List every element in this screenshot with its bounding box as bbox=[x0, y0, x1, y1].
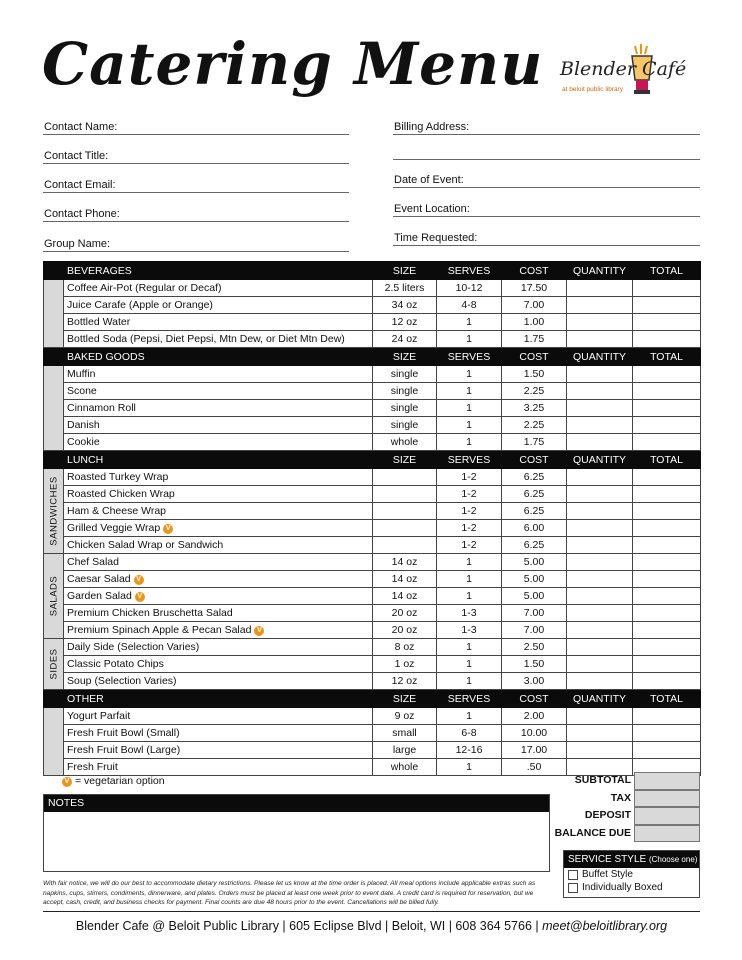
quantity-field[interactable] bbox=[567, 588, 633, 605]
item-serves: 1 bbox=[437, 417, 502, 434]
total-field[interactable] bbox=[633, 554, 701, 571]
quantity-field[interactable] bbox=[567, 520, 633, 537]
item-name: Coffee Air-Pot (Regular or Decaf) bbox=[67, 282, 222, 294]
table-row bbox=[44, 366, 701, 383]
group-side-cell bbox=[44, 708, 64, 776]
item-name-cell bbox=[64, 639, 373, 656]
group-side-cell bbox=[44, 469, 64, 554]
table-row bbox=[44, 280, 701, 297]
item-size: 24 oz bbox=[373, 331, 437, 348]
table-row bbox=[44, 331, 701, 348]
totals-block bbox=[552, 772, 700, 842]
item-size: single bbox=[373, 366, 437, 383]
quantity-field[interactable] bbox=[567, 434, 633, 451]
item-cost: 2.25 bbox=[502, 383, 567, 400]
item-size: 2.5 liters bbox=[373, 280, 437, 297]
column-header: QUANTITY bbox=[567, 451, 633, 469]
total-field[interactable] bbox=[633, 708, 701, 725]
item-serves: 1-3 bbox=[437, 622, 502, 639]
quantity-field[interactable] bbox=[567, 725, 633, 742]
item-cost: 17.50 bbox=[502, 280, 567, 297]
quantity-field[interactable] bbox=[567, 639, 633, 656]
quantity-field[interactable] bbox=[567, 400, 633, 417]
item-name: Daily Side (Selection Varies) bbox=[67, 641, 200, 653]
item-name-cell bbox=[64, 742, 373, 759]
column-header: TOTAL bbox=[633, 262, 701, 280]
quantity-field[interactable] bbox=[567, 622, 633, 639]
column-header: TOTAL bbox=[633, 348, 701, 366]
item-name-cell bbox=[64, 571, 373, 588]
balance-due-row: BALANCE DUE bbox=[552, 825, 700, 843]
item-cost: 7.00 bbox=[502, 605, 567, 622]
item-serves: 1 bbox=[437, 554, 502, 571]
item-cost: 5.00 bbox=[502, 571, 567, 588]
item-name-cell bbox=[64, 605, 373, 622]
group-side-cell bbox=[44, 366, 64, 451]
group-name-field[interactable]: Group Name: bbox=[43, 238, 349, 252]
item-serves: 1 bbox=[437, 400, 502, 417]
quantity-field[interactable] bbox=[567, 486, 633, 503]
quantity-field[interactable] bbox=[567, 280, 633, 297]
table-row bbox=[44, 486, 701, 503]
item-serves: 12-16 bbox=[437, 742, 502, 759]
item-name: Fresh Fruit bbox=[67, 761, 118, 773]
item-cost: 1.75 bbox=[502, 331, 567, 348]
contact-title-field[interactable]: Contact Title: bbox=[43, 150, 349, 164]
item-size: large bbox=[373, 742, 437, 759]
item-name: Ham & Cheese Wrap bbox=[67, 505, 167, 517]
quantity-field[interactable] bbox=[567, 742, 633, 759]
table-row bbox=[44, 537, 701, 554]
item-name: Bottled Soda (Pepsi, Diet Pepsi, Mtn Dew, or Diet Mtn Dew) bbox=[67, 333, 345, 345]
item-name-cell bbox=[64, 331, 373, 348]
footer: Blender Cafe @ Beloit Public Library | 605 Eclipse Blvd | Beloit, WI | 608 364 5766 | meet@beloitlibrary.org bbox=[75, 919, 668, 933]
buffet-style-option[interactable]: Buffet Style bbox=[564, 868, 699, 881]
item-name: Chef Salad bbox=[67, 556, 119, 568]
item-size: whole bbox=[373, 759, 437, 776]
item-name-cell bbox=[64, 520, 373, 537]
group-side-cell bbox=[44, 639, 64, 690]
table-row bbox=[44, 588, 701, 605]
item-name: Scone bbox=[67, 385, 97, 397]
item-cost: 1.75 bbox=[502, 434, 567, 451]
item-name: Caesar Salad bbox=[67, 573, 131, 585]
section-header-spacer bbox=[44, 690, 64, 708]
total-field[interactable] bbox=[633, 588, 701, 605]
item-name-cell bbox=[64, 280, 373, 297]
date-of-event-field[interactable]: Date of Event: bbox=[393, 174, 700, 188]
item-cost: 7.00 bbox=[502, 622, 567, 639]
table-row bbox=[44, 383, 701, 400]
item-serves: 1-2 bbox=[437, 537, 502, 554]
column-header: TOTAL bbox=[633, 690, 701, 708]
item-serves: 1-2 bbox=[437, 486, 502, 503]
item-name: Premium Chicken Bruschetta Salad bbox=[67, 607, 233, 619]
table-row bbox=[44, 605, 701, 622]
total-field[interactable] bbox=[633, 400, 701, 417]
table-row bbox=[44, 708, 701, 725]
item-name: Fresh Fruit Bowl (Large) bbox=[67, 744, 181, 756]
item-name-cell bbox=[64, 434, 373, 451]
column-header: SIZE bbox=[373, 451, 437, 469]
vegetarian-icon: V bbox=[62, 777, 72, 787]
item-name: Fresh Fruit Bowl (Small) bbox=[67, 727, 180, 739]
column-header: SIZE bbox=[373, 262, 437, 280]
quantity-field[interactable] bbox=[567, 503, 633, 520]
balance-due-field[interactable] bbox=[634, 825, 700, 843]
item-serves: 1 bbox=[437, 314, 502, 331]
column-header: COST bbox=[502, 451, 567, 469]
quantity-field[interactable] bbox=[567, 417, 633, 434]
vegetarian-icon: V bbox=[135, 592, 145, 602]
tax-field[interactable] bbox=[634, 790, 700, 808]
item-size bbox=[373, 469, 437, 486]
table-row bbox=[44, 656, 701, 673]
service-style-box bbox=[563, 850, 700, 898]
item-size: 1 oz bbox=[373, 656, 437, 673]
item-size: single bbox=[373, 400, 437, 417]
item-serves: 1 bbox=[437, 639, 502, 656]
time-requested-field[interactable]: Time Requested: bbox=[393, 232, 700, 246]
total-field[interactable] bbox=[633, 639, 701, 656]
item-name: Grilled Veggie Wrap bbox=[67, 522, 161, 534]
item-cost: 7.00 bbox=[502, 297, 567, 314]
item-name: Cookie bbox=[67, 436, 100, 448]
table-row bbox=[44, 571, 701, 588]
checkbox-icon[interactable] bbox=[568, 870, 578, 880]
quantity-field[interactable] bbox=[567, 331, 633, 348]
item-name: Bottled Water bbox=[67, 316, 131, 328]
vegetarian-legend: V = vegetarian option bbox=[62, 775, 165, 787]
item-name-cell bbox=[64, 297, 373, 314]
total-field[interactable] bbox=[633, 297, 701, 314]
group-label: SIDES bbox=[48, 648, 59, 680]
table-row bbox=[44, 622, 701, 639]
page-title: Catering Menu bbox=[42, 30, 544, 98]
item-name-cell bbox=[64, 400, 373, 417]
total-field[interactable] bbox=[633, 571, 701, 588]
item-size: 9 oz bbox=[373, 708, 437, 725]
item-cost: 3.25 bbox=[502, 400, 567, 417]
item-cost: 6.25 bbox=[502, 486, 567, 503]
section-header-spacer bbox=[44, 262, 64, 280]
total-field[interactable] bbox=[633, 725, 701, 742]
total-field[interactable] bbox=[633, 605, 701, 622]
item-name-cell bbox=[64, 759, 373, 776]
item-cost: 1.50 bbox=[502, 656, 567, 673]
checkbox-icon[interactable] bbox=[568, 883, 578, 893]
total-field[interactable] bbox=[633, 537, 701, 554]
item-name-cell bbox=[64, 588, 373, 605]
item-serves: 1 bbox=[437, 759, 502, 776]
quantity-field[interactable] bbox=[567, 469, 633, 486]
contact-phone-field[interactable]: Contact Phone: bbox=[43, 208, 349, 222]
item-size: 14 oz bbox=[373, 554, 437, 571]
item-serves: 1 bbox=[437, 366, 502, 383]
total-field[interactable] bbox=[633, 366, 701, 383]
section-header-spacer bbox=[44, 451, 64, 469]
item-name: Garden Salad bbox=[67, 590, 132, 602]
item-size: 20 oz bbox=[373, 622, 437, 639]
column-header: SIZE bbox=[373, 348, 437, 366]
total-field[interactable] bbox=[633, 520, 701, 537]
item-name: Muffin bbox=[67, 368, 96, 380]
billing-address-line2-field[interactable] bbox=[393, 146, 700, 160]
item-cost: 10.00 bbox=[502, 725, 567, 742]
item-size: 34 oz bbox=[373, 297, 437, 314]
menu-table bbox=[43, 261, 701, 776]
footer-email: meet@beloitlibrary.org bbox=[542, 919, 668, 933]
item-size bbox=[373, 520, 437, 537]
section-title: BEVERAGES bbox=[64, 262, 373, 280]
item-cost: 3.00 bbox=[502, 673, 567, 690]
total-field[interactable] bbox=[633, 417, 701, 434]
item-size bbox=[373, 486, 437, 503]
item-name-cell bbox=[64, 417, 373, 434]
item-cost: 5.00 bbox=[502, 554, 567, 571]
quantity-field[interactable] bbox=[567, 656, 633, 673]
item-size: small bbox=[373, 725, 437, 742]
item-serves: 10-12 bbox=[437, 280, 502, 297]
item-name: Roasted Turkey Wrap bbox=[67, 471, 169, 483]
logo-subtitle: at beloit public library bbox=[562, 86, 624, 93]
item-cost: 1.00 bbox=[502, 314, 567, 331]
total-field[interactable] bbox=[633, 622, 701, 639]
item-serves: 1 bbox=[437, 673, 502, 690]
vegetarian-icon: V bbox=[134, 575, 144, 585]
item-cost: 17.00 bbox=[502, 742, 567, 759]
item-name: Classic Potato Chips bbox=[67, 658, 164, 670]
item-name-cell bbox=[64, 554, 373, 571]
quantity-field[interactable] bbox=[567, 708, 633, 725]
notes-box[interactable] bbox=[43, 794, 550, 872]
section-header-row bbox=[44, 262, 701, 280]
item-serves: 1-2 bbox=[437, 469, 502, 486]
vegetarian-icon: V bbox=[163, 524, 173, 534]
total-field[interactable] bbox=[633, 742, 701, 759]
item-cost: 5.00 bbox=[502, 588, 567, 605]
item-serves: 1 bbox=[437, 331, 502, 348]
item-size: 12 oz bbox=[373, 673, 437, 690]
item-name: Juice Carafe (Apple or Orange) bbox=[67, 299, 213, 311]
vegetarian-icon: V bbox=[254, 626, 264, 636]
column-header: QUANTITY bbox=[567, 262, 633, 280]
column-header: TOTAL bbox=[633, 451, 701, 469]
table-row bbox=[44, 554, 701, 571]
item-name: Premium Spinach Apple & Pecan Salad bbox=[67, 624, 252, 636]
item-name: Yogurt Parfait bbox=[67, 710, 131, 722]
section-header-row bbox=[44, 690, 701, 708]
item-size: 14 oz bbox=[373, 588, 437, 605]
section-header-spacer bbox=[44, 348, 64, 366]
item-size: 12 oz bbox=[373, 314, 437, 331]
table-row bbox=[44, 520, 701, 537]
item-serves: 1 bbox=[437, 588, 502, 605]
item-size bbox=[373, 503, 437, 520]
item-name: Roasted Chicken Wrap bbox=[67, 488, 175, 500]
section-title: LUNCH bbox=[64, 451, 373, 469]
item-size: whole bbox=[373, 434, 437, 451]
table-row bbox=[44, 725, 701, 742]
item-name-cell bbox=[64, 725, 373, 742]
table-row bbox=[44, 314, 701, 331]
section-header-row bbox=[44, 451, 701, 469]
service-style-header: SERVICE STYLE (Choose one) bbox=[564, 851, 699, 868]
item-serves: 1 bbox=[437, 708, 502, 725]
item-cost: 2.50 bbox=[502, 639, 567, 656]
contact-name-field[interactable]: Contact Name: bbox=[43, 121, 349, 135]
item-name: Cinnamon Roll bbox=[67, 402, 136, 414]
tax-row: TAX bbox=[552, 790, 700, 808]
item-cost: 6.25 bbox=[502, 469, 567, 486]
total-field[interactable] bbox=[633, 673, 701, 690]
quantity-field[interactable] bbox=[567, 554, 633, 571]
footer-divider bbox=[43, 911, 700, 912]
item-name-cell bbox=[64, 537, 373, 554]
quantity-field[interactable] bbox=[567, 297, 633, 314]
item-serves: 4-8 bbox=[437, 297, 502, 314]
quantity-field[interactable] bbox=[567, 537, 633, 554]
quantity-field[interactable] bbox=[567, 605, 633, 622]
item-serves: 1 bbox=[437, 656, 502, 673]
deposit-field[interactable] bbox=[634, 807, 700, 825]
item-serves: 1 bbox=[437, 383, 502, 400]
item-name: Danish bbox=[67, 419, 100, 431]
item-cost: 6.00 bbox=[502, 520, 567, 537]
total-field[interactable] bbox=[633, 383, 701, 400]
group-label: SALADS bbox=[48, 575, 59, 617]
table-row bbox=[44, 417, 701, 434]
table-row bbox=[44, 639, 701, 656]
group-side-cell bbox=[44, 280, 64, 348]
table-row bbox=[44, 434, 701, 451]
item-name-cell bbox=[64, 383, 373, 400]
notes-header: NOTES bbox=[44, 795, 549, 812]
quantity-field[interactable] bbox=[567, 383, 633, 400]
item-name-cell bbox=[64, 708, 373, 725]
total-field[interactable] bbox=[633, 503, 701, 520]
total-field[interactable] bbox=[633, 486, 701, 503]
total-field[interactable] bbox=[633, 331, 701, 348]
item-name: Soup (Selection Varies) bbox=[67, 675, 177, 687]
item-name-cell bbox=[64, 486, 373, 503]
item-size: 14 oz bbox=[373, 571, 437, 588]
item-name-cell bbox=[64, 314, 373, 331]
column-header: COST bbox=[502, 690, 567, 708]
column-header: SERVES bbox=[437, 262, 502, 280]
item-size bbox=[373, 537, 437, 554]
item-name-cell bbox=[64, 622, 373, 639]
section-title: OTHER bbox=[64, 690, 373, 708]
item-name-cell bbox=[64, 503, 373, 520]
item-cost: .50 bbox=[502, 759, 567, 776]
total-field[interactable] bbox=[633, 434, 701, 451]
item-cost: 6.25 bbox=[502, 537, 567, 554]
section-header-row bbox=[44, 348, 701, 366]
section-title: BAKED GOODS bbox=[64, 348, 373, 366]
quantity-field[interactable] bbox=[567, 571, 633, 588]
item-name-cell bbox=[64, 366, 373, 383]
blender-cafe-logo bbox=[560, 42, 705, 102]
quantity-field[interactable] bbox=[567, 366, 633, 383]
subtotal-row: SUBTOTAL bbox=[552, 772, 700, 790]
logo-name: Blender Café bbox=[560, 58, 687, 80]
item-cost: 1.50 bbox=[502, 366, 567, 383]
deposit-row: DEPOSIT bbox=[552, 807, 700, 825]
group-side-cell bbox=[44, 554, 64, 639]
individually-boxed-option[interactable]: Individually Boxed bbox=[564, 881, 699, 894]
item-size: single bbox=[373, 383, 437, 400]
item-cost: 6.25 bbox=[502, 503, 567, 520]
item-cost: 2.25 bbox=[502, 417, 567, 434]
quantity-field[interactable] bbox=[567, 673, 633, 690]
item-serves: 1-2 bbox=[437, 503, 502, 520]
item-serves: 1 bbox=[437, 434, 502, 451]
total-field[interactable] bbox=[633, 314, 701, 331]
item-size: 8 oz bbox=[373, 639, 437, 656]
table-row bbox=[44, 469, 701, 486]
item-size: single bbox=[373, 417, 437, 434]
group-label: SANDWICHES bbox=[48, 476, 59, 546]
column-header: COST bbox=[502, 348, 567, 366]
total-field[interactable] bbox=[633, 469, 701, 486]
item-name: Chicken Salad Wrap or Sandwich bbox=[67, 539, 224, 551]
item-serves: 1-2 bbox=[437, 520, 502, 537]
fine-print: With fair notice, we will do our best to accommodate dietary restrictions. Please let us know at the time order is placed. All meal options include applicable extras such as napkins, cups, stirrers, condiments, dinnerware, and plates. Orders must be placed at least one week prior to event date. A credit card is required for reservation, but we accept, cash, credit, and business checks for payment. Final counts are due 48 hours prior to the event. Cancellations will be billed fully. bbox=[43, 880, 536, 906]
item-name-cell bbox=[64, 656, 373, 673]
column-header: QUANTITY bbox=[567, 348, 633, 366]
quantity-field[interactable] bbox=[567, 314, 633, 331]
total-field[interactable] bbox=[633, 280, 701, 297]
column-header: SERVES bbox=[437, 348, 502, 366]
event-location-field[interactable]: Event Location: bbox=[393, 203, 700, 217]
item-name-cell bbox=[64, 469, 373, 486]
billing-address-field[interactable]: Billing Address: bbox=[393, 121, 700, 135]
item-cost: 2.00 bbox=[502, 708, 567, 725]
table-row bbox=[44, 742, 701, 759]
item-serves: 6-8 bbox=[437, 725, 502, 742]
table-row bbox=[44, 400, 701, 417]
table-row bbox=[44, 673, 701, 690]
item-size: 20 oz bbox=[373, 605, 437, 622]
column-header: QUANTITY bbox=[567, 690, 633, 708]
column-header: SERVES bbox=[437, 451, 502, 469]
column-header: COST bbox=[502, 262, 567, 280]
column-header: SERVES bbox=[437, 690, 502, 708]
subtotal-field[interactable] bbox=[634, 772, 700, 790]
table-row bbox=[44, 297, 701, 314]
item-serves: 1 bbox=[437, 571, 502, 588]
total-field[interactable] bbox=[633, 656, 701, 673]
item-serves: 1-3 bbox=[437, 605, 502, 622]
contact-email-field[interactable]: Contact Email: bbox=[43, 179, 349, 193]
table-row bbox=[44, 503, 701, 520]
item-name-cell bbox=[64, 673, 373, 690]
column-header: SIZE bbox=[373, 690, 437, 708]
